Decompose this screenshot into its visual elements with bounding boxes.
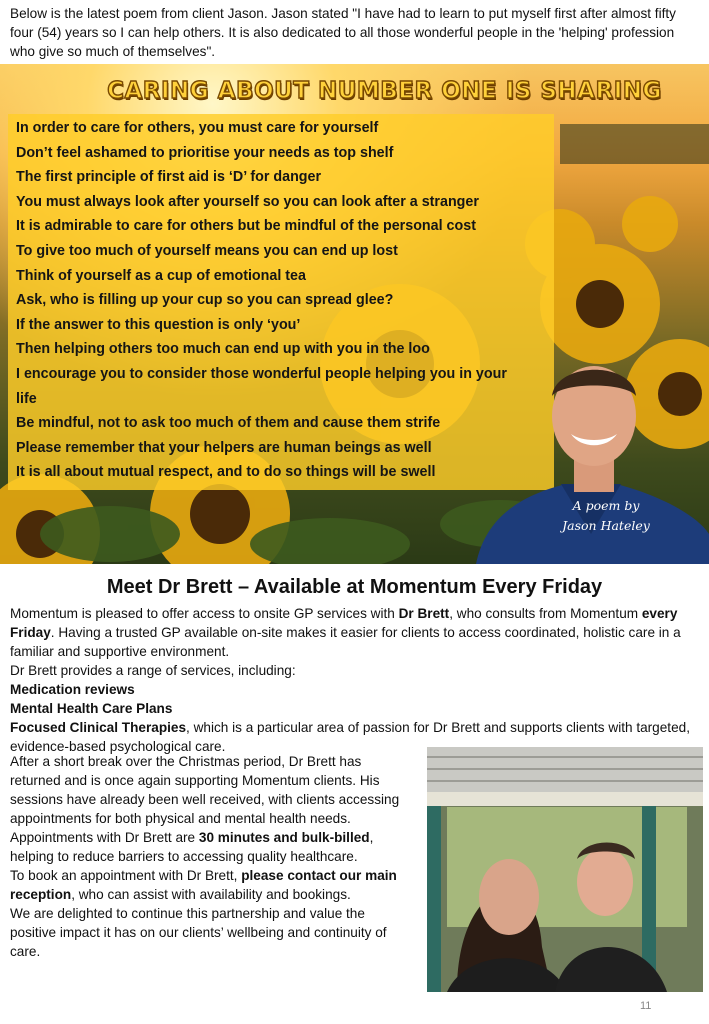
poem-line: Then helping others too much can end up with you in the loo: [16, 341, 430, 358]
text: , who can assist with availability and bookings.: [71, 887, 351, 902]
bold-text: 30 minutes and bulk-billed: [198, 830, 370, 845]
text: , who consults from Momentum: [449, 606, 642, 621]
paragraph-4: [10, 828, 410, 866]
bold-text: Mental Health Care Plans: [10, 701, 173, 716]
text: Appointments with Dr Brett are: [10, 830, 199, 845]
page-number: 11: [640, 1000, 652, 1012]
poem-line: To give too much of yourself means you can end up lost: [16, 242, 398, 259]
article-heading: Meet Dr Brett – Available at Momentum Every Friday: [106, 576, 603, 598]
poem-line: I encourage you to consider those wonderful people helping you in your: [16, 365, 507, 382]
poem-line: If the answer to this question is only ‘you’: [16, 316, 301, 333]
bold-text: Medication reviews: [10, 682, 135, 697]
signature-line-2: Jason Hateley: [562, 518, 650, 533]
text: . Having a trusted GP available on-site makes it easier for clients to access coordinated, holistic care in a familiar and supportive environment.: [10, 625, 681, 659]
paragraph-3: After a short break over the Christmas period, Dr Brett has returned and is once again supporting Momentum clients. His sessions have already been well received, with clients accessing appointments for both physical and mental health needs.: [10, 754, 400, 826]
paragraph-6: We are delighted to continue this partnership and value the positive impact it has on our clients’ wellbeing and continuity of care.: [10, 906, 387, 959]
poem-signature: [556, 496, 656, 536]
paragraph-5: [10, 866, 410, 904]
poem-title: CARING ABOUT NUMBER ONE IS SHARING: [107, 78, 662, 104]
poem-panel: [0, 64, 709, 564]
poem-line: Please remember that your helpers are human beings as well: [16, 439, 432, 456]
poem-line: It is admirable to care for others but be mindful of the personal cost: [16, 218, 476, 235]
article-body: [10, 752, 410, 961]
text: To book an appointment with Dr Brett,: [10, 868, 242, 883]
poem-line: The first principle of first aid is ‘D’ for danger: [16, 169, 322, 186]
text: , helping to reduce barriers to accessing quality healthcare.: [10, 830, 374, 864]
service-item: [10, 680, 698, 699]
poem-line: In order to care for others, you must care for yourself: [16, 120, 379, 136]
paragraph-1: [10, 604, 698, 661]
bold-text: please contact our main reception: [10, 868, 397, 902]
bold-text: Dr Brett: [398, 606, 450, 621]
service-item: [10, 699, 698, 718]
poem-line: Ask, who is filling up your cup so you can spread glee?: [16, 292, 394, 309]
text: , which is a particular area of passion for Dr Brett and supports clients with targeted, evidence-based psychological care.: [10, 720, 690, 754]
poem-line: Don’t feel ashamed to prioritise your needs as top shelf: [16, 144, 394, 161]
poem-line: Be mindful, not to ask too much of them and cause them strife: [16, 415, 441, 432]
poem-line: Think of yourself as a cup of emotional tea: [16, 267, 306, 284]
bold-text: every Friday: [10, 606, 678, 640]
poem-line: life: [16, 390, 37, 407]
bold-text: Focused Clinical Therapies: [10, 720, 187, 735]
paragraph-2: Dr Brett provides a range of services, including:: [10, 663, 296, 678]
intro-paragraph: Below is the latest poem from client Jason. Jason stated "I have had to learn to put myself first after almost fifty four (54) years so I can help others. It is also dedicated to all those wonderful people in the 'helping' profession who give so much of themselves".: [10, 6, 676, 59]
poem-line: You must always look after yourself so you can look after a stranger: [16, 193, 479, 210]
text: Momentum is pleased to offer access to onsite GP services with: [10, 606, 399, 621]
poem-line: It is all about mutual respect, and to do so things will be swell: [16, 464, 436, 481]
article-intro: [10, 604, 698, 756]
signature-line-1: A poem by: [572, 498, 640, 513]
dr-brett-photo: [427, 747, 703, 992]
